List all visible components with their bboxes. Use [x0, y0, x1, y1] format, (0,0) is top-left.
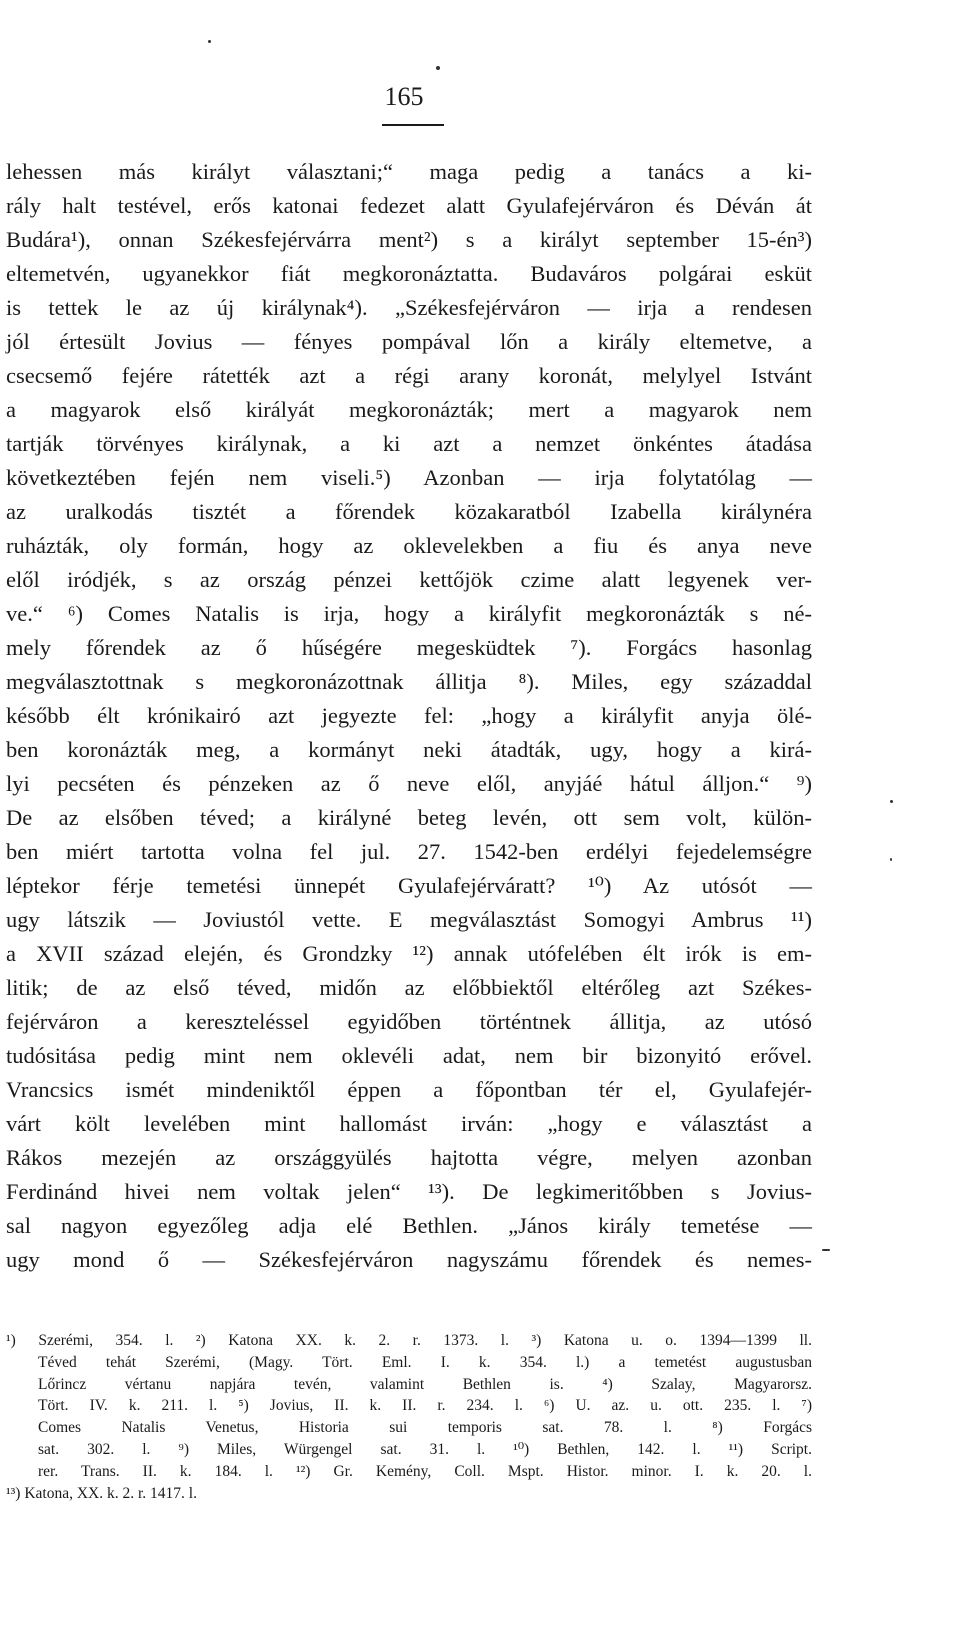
body-line: tartják törvényes királynak, a ki azt a nemzet önkéntes átadása [6, 431, 812, 456]
page-number: 165 [384, 82, 424, 111]
footnote-line: ¹) Szerémi, 354. l. ²) Katona XX. k. 2. r. 1373. l. ³) Katona u. o. 1394—1399 ll. [6, 1332, 812, 1349]
body-line: Ferdinánd hivei nem voltak jelen“ ¹³). De legkimeritőbben s Jovius- [6, 1179, 812, 1204]
body-line: a XVII század elején, és Grondzky ¹²) annak utófelében élt irók is em- [6, 941, 812, 966]
body-line: mely főrendek az ő hűségére megesküdtek ⁷). Forgács hasonlag [6, 635, 812, 660]
footnote-line: Téved tehát Szerémi, (Magy. Tört. Eml. I. k. 354. l.) a temetést augustusban [38, 1353, 812, 1371]
ink-speck [890, 858, 892, 861]
body-line: lehessen más királyt választani;“ maga pedig a tanács a ki- [6, 159, 812, 184]
page-number-rule [382, 124, 444, 126]
body-line: Rákos mezején az országgyülés hajtotta végre, melyen azonban [6, 1145, 812, 1170]
ink-speck [436, 66, 440, 70]
footnote-line: sat. 302. l. ⁹) Miles, Würgengel sat. 31. l. ¹⁰) Bethlen, 142. l. ¹¹) Script. [38, 1440, 812, 1458]
body-line: ruházták, oly formán, hogy az oklevelekben a fiu és anya neve [6, 533, 812, 558]
body-line: eltemetvén, ugyanekkor fiát megkoronáztatta. Budaváros polgárai esküt [6, 261, 812, 286]
footnote-line: ¹³) Katona, XX. k. 2. r. 1417. l. [6, 1484, 197, 1502]
body-line: Vrancsics ismét mindeniktől éppen a főpontban tér el, Gyulafejér- [6, 1077, 812, 1102]
footnote-line: Tört. IV. k. 211. l. ⁵) Jovius, II. k. II. r. 234. l. ⁶) U. az. u. ott. 235. l. ⁷) [38, 1397, 812, 1415]
body-line: elől iródjék, s az ország pénzei kettőjök czime alatt legyenek ver- [6, 567, 812, 592]
body-line: ugy mond ő — Székesfejérváron nagyszámu főrendek és nemes- [6, 1247, 812, 1272]
body-line: lyi pecséten és pénzeken az ő neve elől, anyjáé hátul álljon.“ ⁹) [6, 771, 812, 796]
body-line: litik; de az első téved, midőn az előbbiektől eltérőleg azt Székes- [6, 975, 812, 1000]
body-line: is tettek le az új királynak⁴). „Székesfejérváron — irja a rendesen [6, 295, 812, 320]
body-line: fejérváron a kereszteléssel egyidőben történtnek állitja, az utósó [6, 1009, 812, 1034]
body-line: megválasztottnak s megkoronázottnak állitja ⁸). Miles, egy századdal [6, 669, 812, 694]
body-line: csecsemő fejére rátették azt a régi arany koronát, melylyel Istvánt [6, 363, 812, 388]
footnote-line: Comes Natalis Venetus, Historia sui temporis sat. 78. l. ⁸) Forgács [38, 1419, 812, 1437]
footnote-line: rer. Trans. II. k. 184. l. ¹²) Gr. Kemény, Coll. Mspt. Histor. minor. I. k. 20. l. [38, 1462, 812, 1480]
body-text [6, 155, 812, 1277]
body-line: Budára¹), onnan Székesfejérvárra ment²) s a királyt september 15-én³) [6, 227, 812, 252]
ink-speck [890, 800, 893, 803]
body-line: következtében fején nem viseli.⁵) Azonban — irja folytatólag — [6, 465, 812, 490]
body-line: De az elsőben téved; a királyné beteg levén, ott sem volt, külön- [6, 805, 812, 830]
body-line: ve.“ ⁶) Comes Natalis is irja, hogy a királyfit megkoronázták s né- [6, 601, 812, 626]
body-line: a magyarok első királyát megkoronázták; mert a magyarok nem [6, 397, 812, 422]
body-line: tudósitása pedig mint nem oklevéli adat, nem bir bizonyitó erővel. [6, 1043, 812, 1068]
body-line: ben miért tartotta volna fel jul. 27. 1542-ben erdélyi fejedelemségre [6, 839, 812, 864]
ink-speck [822, 1249, 830, 1251]
footnotes [6, 1330, 812, 1504]
body-line: léptekor férje temetési ünnepét Gyulafejérváratt? ¹⁰) Az utósót — [6, 873, 812, 898]
body-line: rály halt testével, erős katonai fedezet alatt Gyulafejérváron és Déván át [6, 193, 812, 218]
body-line: jól értesült Jovius — fényes pompával lőn a király eltemetve, a [6, 329, 812, 354]
body-line: az uralkodás tisztét a főrendek közakaratból Izabella királynéra [6, 499, 812, 524]
body-line: ben koronázták meg, a kormányt neki átadták, ugy, hogy a kirá- [6, 737, 812, 762]
ink-speck [208, 40, 211, 43]
body-line: ugy látszik — Joviustól vette. E megválasztást Somogyi Ambrus ¹¹) [6, 907, 812, 932]
body-line: később élt krónikairó azt jegyezte fel: „hogy a királyfit anyja ölé- [6, 703, 812, 728]
body-line: várt költ levelében mint hallomást irván: „hogy e választást a [6, 1111, 812, 1136]
body-line: sal nagyon egyezőleg adja elé Bethlen. „János király temetése — [6, 1213, 812, 1238]
footnote-line: Lőrincz vértanu napjára tevén, valamint Bethlen is. ⁴) Szalay, Magyarorsz. [38, 1375, 812, 1393]
